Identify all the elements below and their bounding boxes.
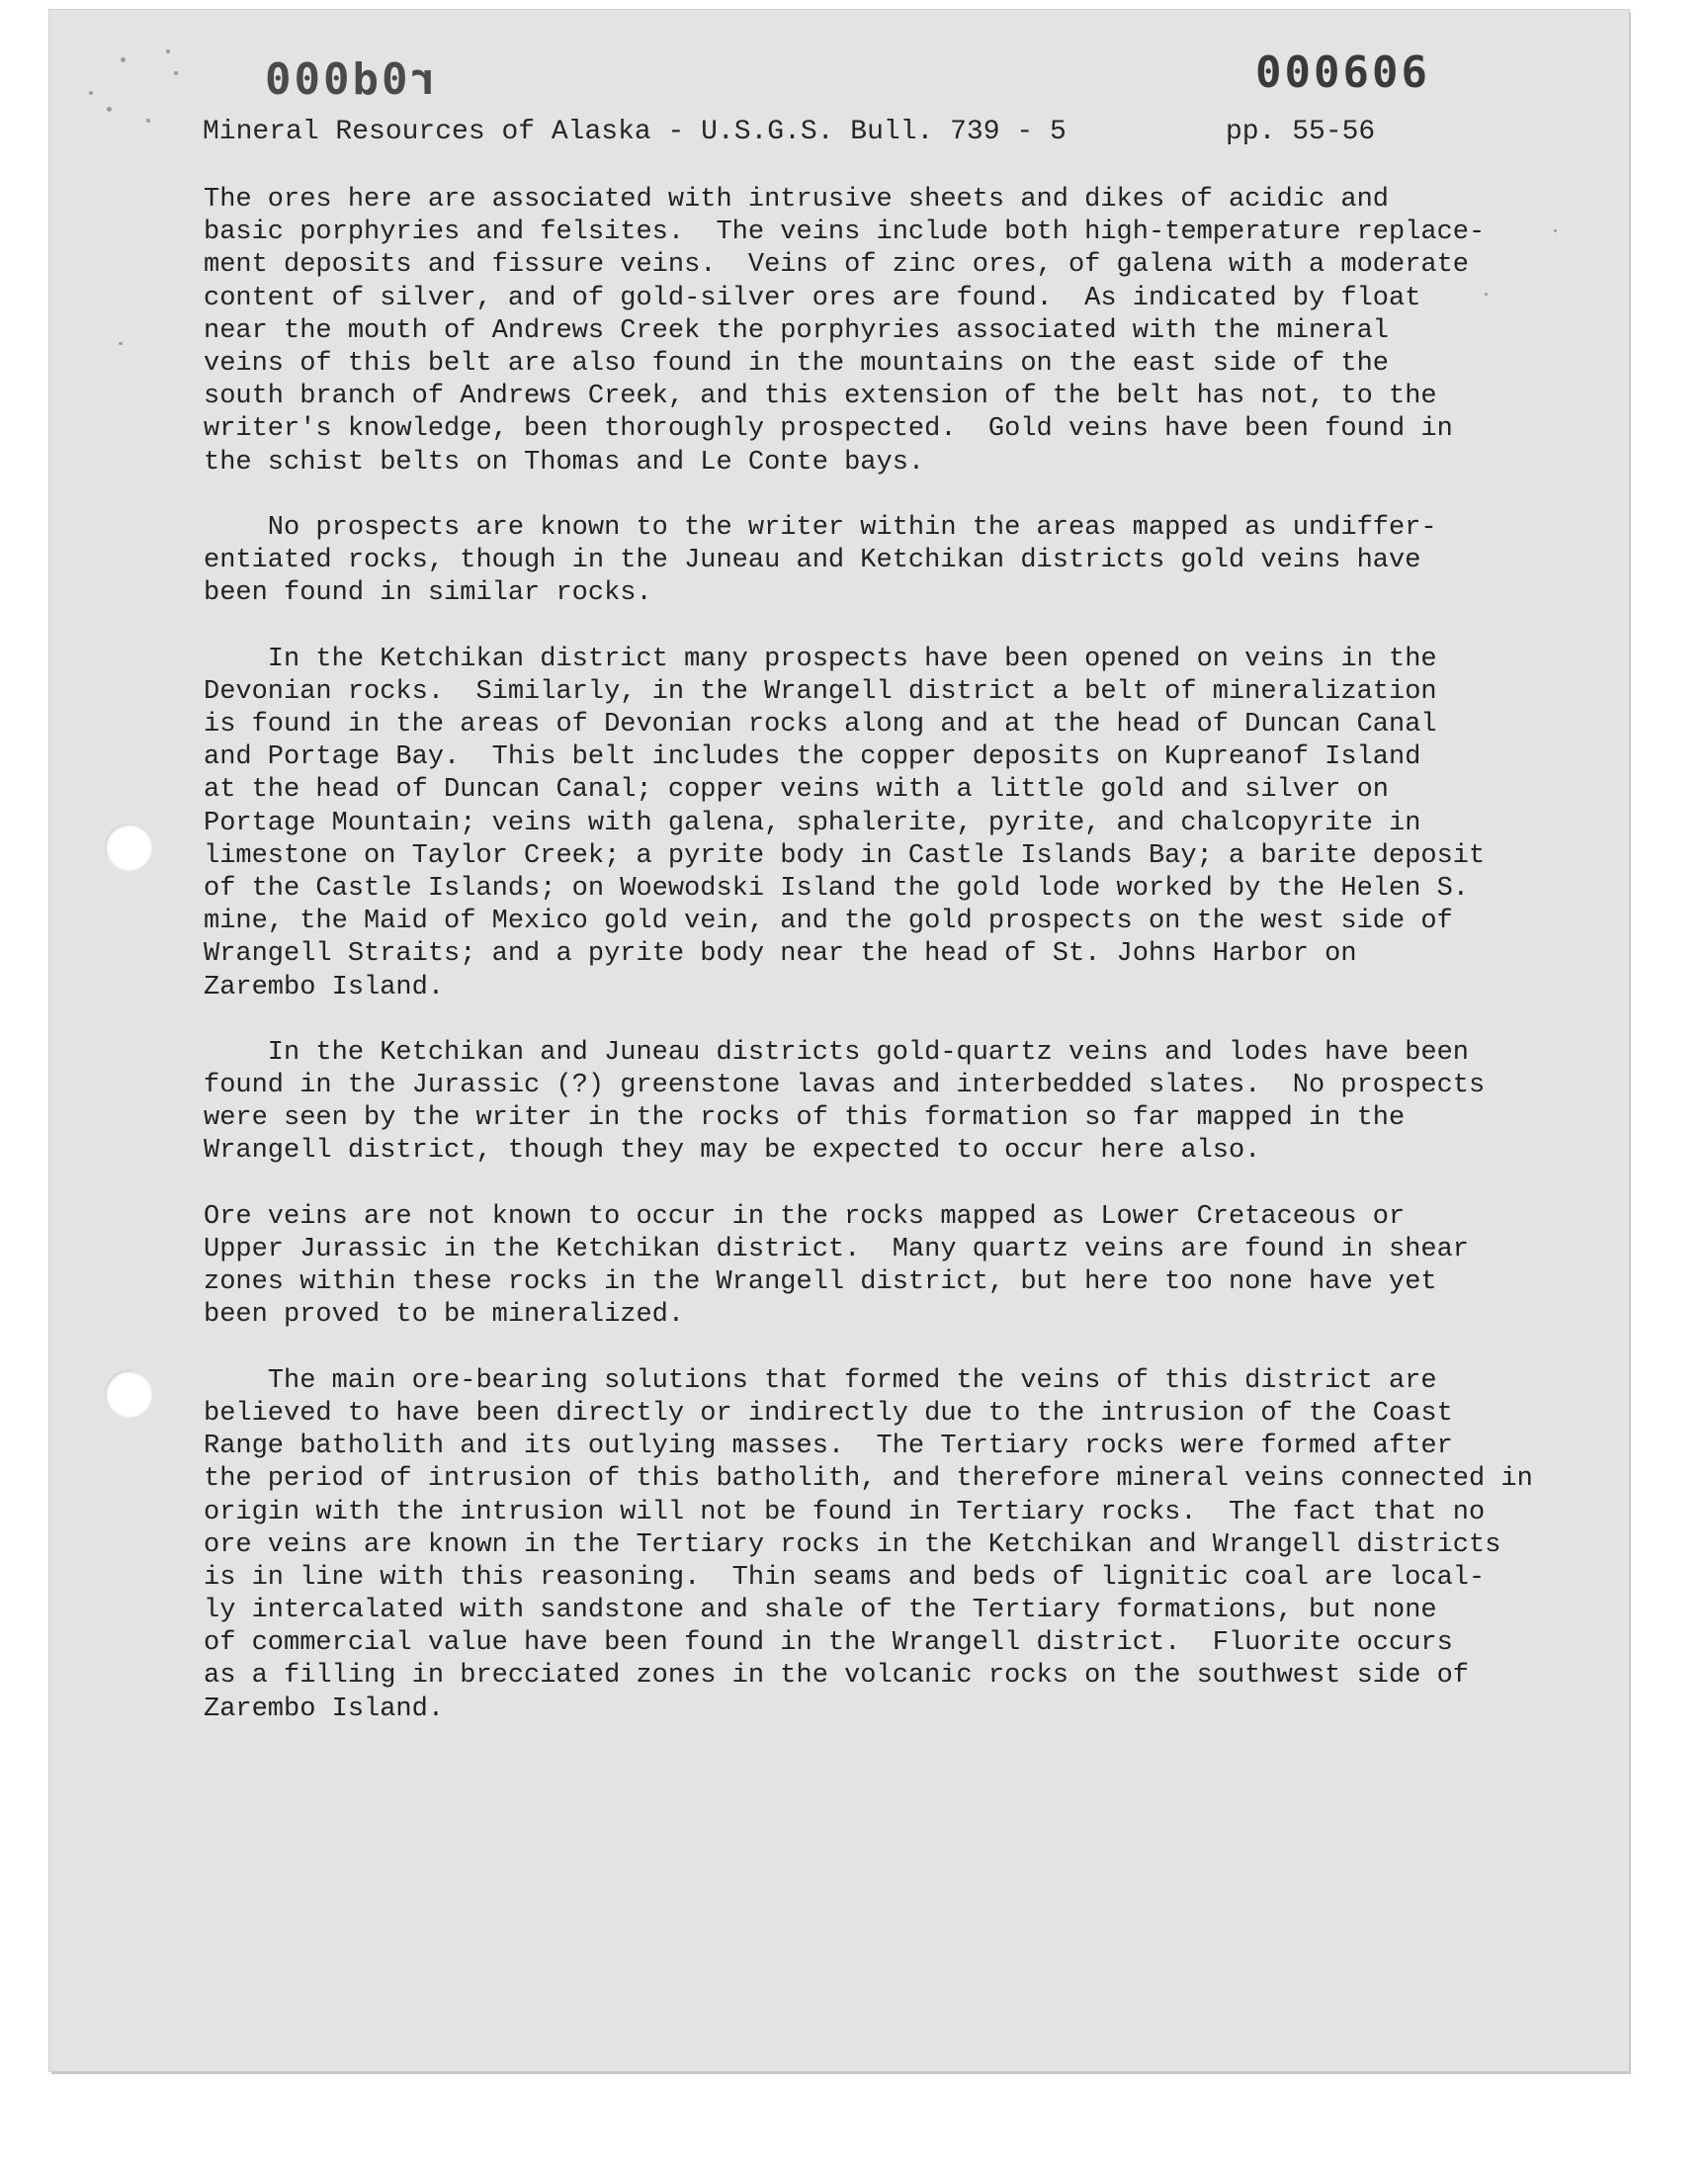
text-line: zones within these rocks in the Wrangell district, but here too none have yet bbox=[204, 1267, 1437, 1298]
text-line: In the Ketchikan district many prospects have been opened on veins in the bbox=[204, 644, 1437, 674]
body-text bbox=[204, 184, 1587, 1759]
text-line: Upper Jurassic in the Ketchikan district. Many quartz veins are found in shear bbox=[204, 1235, 1470, 1264]
text-line: writer's knowledge, been thoroughly prospected. Gold veins have been found in bbox=[204, 414, 1453, 445]
text-line: believed to have been directly or indirectly due to the intrusion of the Coast bbox=[204, 1398, 1453, 1429]
scan-speck bbox=[166, 49, 170, 53]
text-line: Zarembo Island. bbox=[204, 1694, 445, 1724]
text-line: ly intercalated with sandstone and shale of the Tertiary formations, but none bbox=[204, 1596, 1437, 1626]
text-line: veins of this belt are also found in the mountains on the east side of the bbox=[204, 348, 1389, 379]
scan-speck bbox=[121, 57, 126, 62]
text-line: mine, the Maid of Mexico gold vein, and the gold prospects on the west side of bbox=[204, 907, 1453, 937]
scan-speck bbox=[174, 71, 178, 75]
paragraph bbox=[204, 184, 1587, 479]
text-line: at the head of Duncan Canal; copper veins with a little gold and silver on bbox=[204, 775, 1389, 806]
text-line: In the Ketchikan and Juneau districts gold-quartz veins and lodes have been bbox=[204, 1037, 1470, 1068]
text-line: were seen by the writer in the rocks of this formation so far mapped in the bbox=[204, 1103, 1406, 1134]
text-line: Wrangell district, though they may be expected to occur here also. bbox=[204, 1136, 1261, 1167]
text-line: the schist belts on Thomas and Le Conte bays. bbox=[204, 447, 925, 478]
text-line: ment deposits and fissure veins. Veins of zinc ores, of galena with a moderate bbox=[204, 250, 1470, 281]
text-line: Wrangell Straits; and a pyrite body near the head of St. Johns Harbor on bbox=[204, 939, 1357, 970]
text-line: Zarembo Island. bbox=[204, 972, 445, 1002]
scan-speck bbox=[107, 107, 112, 112]
document-number-stamp-mirrored: r0d000 bbox=[262, 54, 437, 105]
text-line: of the Castle Islands; on Woewodski Island the gold lode worked by the Helen S. bbox=[204, 873, 1470, 904]
header-page-range: pp. 55-56 bbox=[1226, 117, 1376, 147]
text-line: near the mouth of Andrews Creek the porphyries associated with the mineral bbox=[204, 315, 1389, 346]
text-line: entiated rocks, though in the Juneau and Ketchikan districts gold veins have bbox=[204, 546, 1421, 576]
text-line: Range batholith and its outlying masses. The Tertiary rocks were formed after bbox=[204, 1432, 1453, 1462]
text-line: limestone on Taylor Creek; a pyrite body in Castle Islands Bay; a barite deposit bbox=[204, 840, 1486, 871]
text-line: Portage Mountain; veins with galena, sphalerite, pyrite, and chalcopyrite in bbox=[204, 808, 1421, 838]
text-line: is found in the areas of Devonian rocks along and at the head of Duncan Canal bbox=[204, 710, 1437, 740]
paragraph bbox=[204, 1037, 1587, 1169]
text-line: The ores here are associated with intrusive sheets and dikes of acidic and bbox=[204, 185, 1389, 215]
text-line: is in line with this reasoning. Thin seams and beds of lignitic coal are local- bbox=[204, 1562, 1486, 1593]
text-line: south branch of Andrews Creek, and this extension of the belt has not, to the bbox=[204, 382, 1437, 412]
punch-hole-upper bbox=[105, 824, 152, 871]
paragraph bbox=[204, 512, 1587, 611]
text-line: No prospects are known to the writer within the areas mapped as undiffer- bbox=[204, 512, 1437, 543]
document-number-stamp: 000606 bbox=[1255, 47, 1430, 98]
paragraph bbox=[204, 1365, 1587, 1726]
scan-speck bbox=[89, 91, 93, 95]
scan-speck bbox=[119, 342, 123, 345]
text-line: origin with the intrusion will not be found in Tertiary rocks. The fact that no bbox=[204, 1497, 1486, 1527]
text-line: found in the Jurassic (?) greenstone lavas and interbedded slates. No prospects bbox=[204, 1071, 1486, 1101]
text-line: been proved to be mineralized. bbox=[204, 1300, 685, 1331]
text-line: basic porphyries and felsites. The veins include both high-temperature replace- bbox=[204, 218, 1486, 248]
text-line: of commercial value have been found in the Wrangell district. Fluorite occurs bbox=[204, 1628, 1453, 1659]
paragraph bbox=[204, 644, 1587, 1004]
text-line: and Portage Bay. This belt includes the copper deposits on Kupreanof Island bbox=[204, 742, 1421, 773]
text-line: The main ore-bearing solutions that formed the veins of this district are bbox=[204, 1365, 1437, 1396]
text-line: ore veins are known in the Tertiary rocks in the Ketchikan and Wrangell districts bbox=[204, 1529, 1501, 1560]
header-title: Mineral Resources of Alaska - U.S.G.S. Bull. 739 - 5 bbox=[203, 117, 1067, 147]
text-line: as a filling in brecciated zones in the volcanic rocks on the southwest side of bbox=[204, 1661, 1470, 1692]
text-line: content of silver, and of gold-silver ores are found. As indicated by float bbox=[204, 283, 1421, 313]
text-line: been found in similar rocks. bbox=[204, 578, 652, 609]
text-line: Devonian rocks. Similarly, in the Wrangell district a belt of mineralization bbox=[204, 676, 1437, 707]
paragraph bbox=[204, 1201, 1587, 1333]
scan-speck bbox=[146, 119, 150, 123]
text-line: Ore veins are not known to occur in the rocks mapped as Lower Cretaceous or bbox=[204, 1201, 1406, 1232]
punch-hole-lower bbox=[105, 1370, 152, 1418]
text-line: the period of intrusion of this batholith, and therefore mineral veins connected in bbox=[204, 1464, 1533, 1495]
